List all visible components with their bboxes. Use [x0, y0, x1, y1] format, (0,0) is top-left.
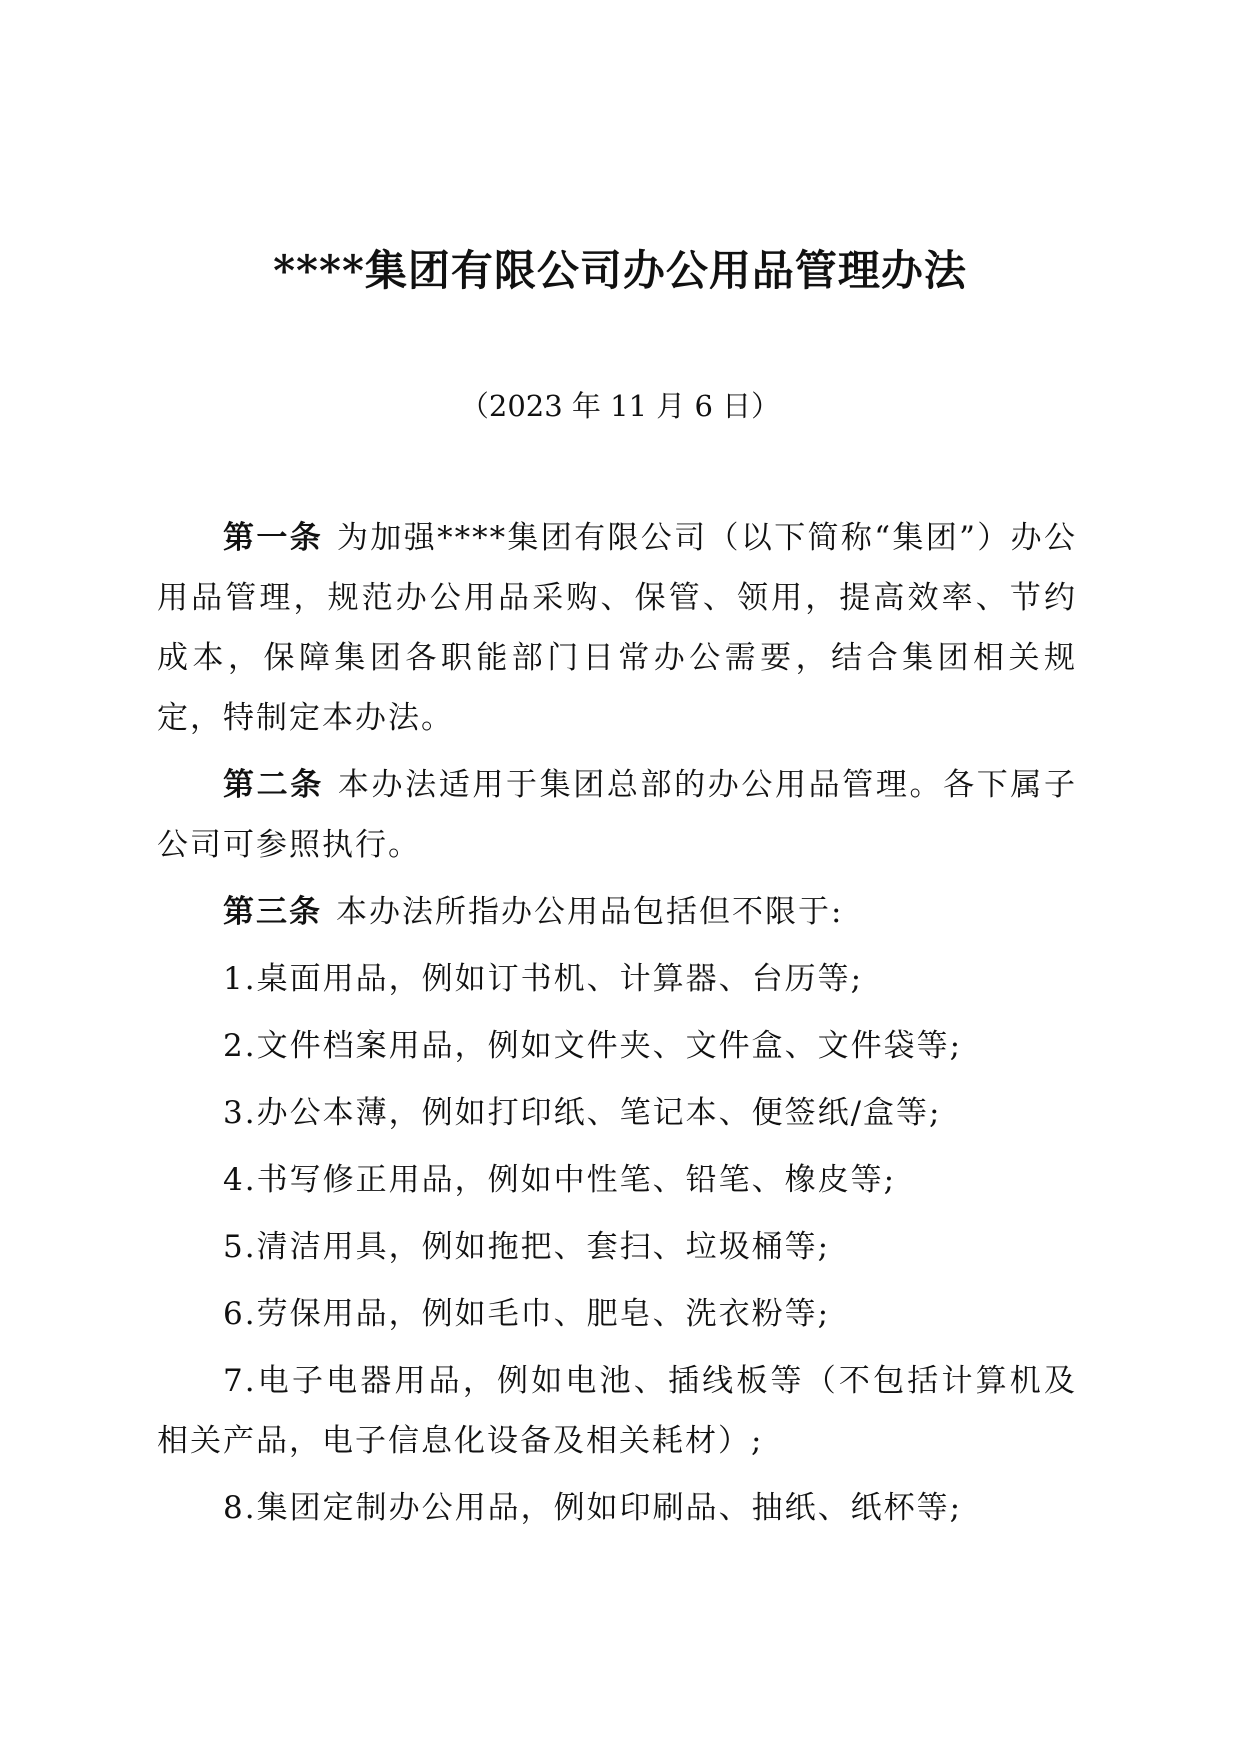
- article-2: [157, 755, 1077, 875]
- article-2-text: 本办法适用于集团总部的办公用品管理。各下属子公司可参照执行。: [157, 767, 1077, 863]
- article-3-text: 本办法所指办公用品包括但不限于:: [336, 894, 844, 930]
- list-item: 7.电子电器用品，例如电池、插线板等（不包括计算机及相关产品，电子信息化设备及相关耗材）;: [157, 1363, 1077, 1459]
- list-item: 3.办公本薄，例如打印纸、笔记本、便签纸/盒等;: [223, 1095, 942, 1131]
- document-date: （2023 年 11 月 6 日）: [459, 389, 781, 423]
- list-item: 6.劳保用品，例如毛巾、肥皂、洗衣粉等;: [223, 1296, 831, 1332]
- article-3: [157, 882, 1077, 942]
- list-item: 8.集团定制办公用品，例如印刷品、抽纸、纸杯等;: [223, 1490, 963, 1526]
- article-2-heading: 第二条: [223, 767, 324, 803]
- article-1-text: 为加强****集团有限公司（以下简称“集团”）办公用品管理，规范办公用品采购、保管、领用，提高效率、节约成本，保障集团各职能部门日常办公需要，结合集团相关规定，特制定本办法。: [157, 520, 1078, 736]
- article-1: [157, 508, 1077, 748]
- document-body: [157, 508, 1077, 1545]
- list-item: 5.清洁用具，例如拖把、套扫、垃圾桶等;: [223, 1229, 831, 1265]
- list-item: 1.桌面用品，例如订书机、计算器、台历等;: [223, 961, 864, 997]
- article-1-heading: 第一条: [223, 520, 324, 556]
- list-item: 4.书写修正用品，例如中性笔、铅笔、橡皮等;: [223, 1162, 897, 1198]
- article-3-heading: 第三条: [223, 894, 322, 930]
- list-item: 2.文件档案用品，例如文件夹、文件盒、文件袋等;: [223, 1028, 963, 1064]
- document-title: ****集团有限公司办公用品管理办法: [273, 246, 967, 295]
